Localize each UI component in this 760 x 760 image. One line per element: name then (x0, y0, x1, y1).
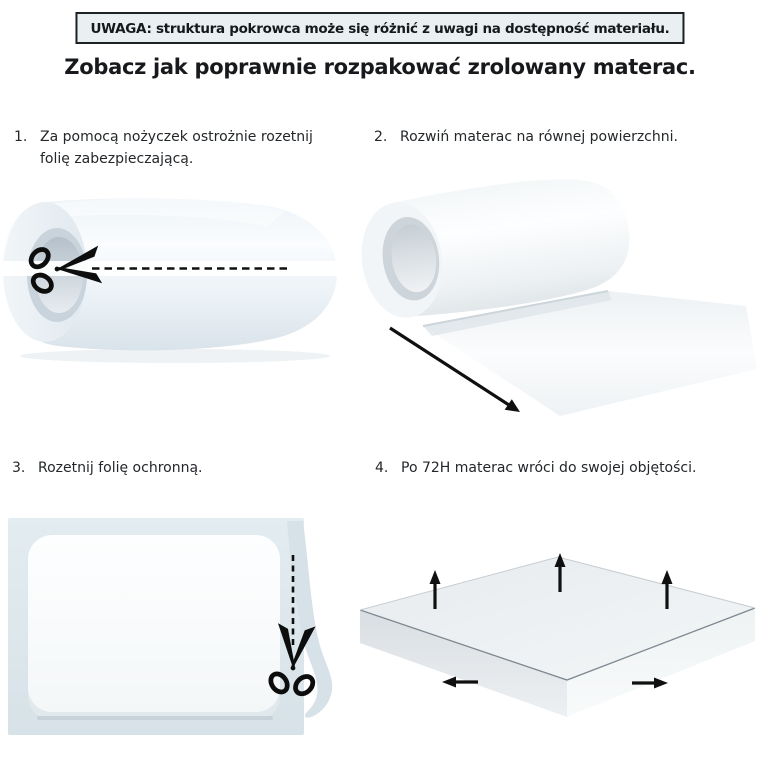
notice-banner-text: UWAGA: struktura pokrowca może się różnić z uwagi na dostępność materiału. (90, 21, 670, 37)
step-text: Za pomocą nożyczek ostrożnie rozetnij folię zabezpieczającą. (40, 129, 313, 167)
step-item-3 (12, 458, 342, 480)
step-text: Rozwiń materac na równej powierzchni. (400, 129, 678, 145)
mattress-top (28, 535, 280, 712)
step-text: Po 72H materac wróci do swojej objętości. (401, 460, 697, 476)
page-title: Zobacz jak poprawnie rozpakować zrolowany materac. (64, 55, 696, 79)
step-item-2 (374, 127, 744, 149)
step-number: 4. (375, 460, 389, 476)
step-text: Rozetnij folię ochronną. (38, 460, 203, 476)
step-number: 2. (374, 129, 388, 145)
step-item-4 (375, 458, 750, 480)
unrolling-mattress-illustration (360, 160, 760, 432)
step-number: 1. (14, 129, 28, 145)
step-number: 3. (12, 460, 26, 476)
step-item-1 (14, 127, 344, 170)
notice-banner (75, 12, 684, 44)
mattress-shadow (37, 716, 273, 720)
flat-mattress-illustration (5, 508, 355, 760)
rolled-mattress-illustration (0, 186, 340, 366)
roll-shadow (20, 349, 330, 363)
expanding-mattress-illustration (360, 530, 760, 760)
